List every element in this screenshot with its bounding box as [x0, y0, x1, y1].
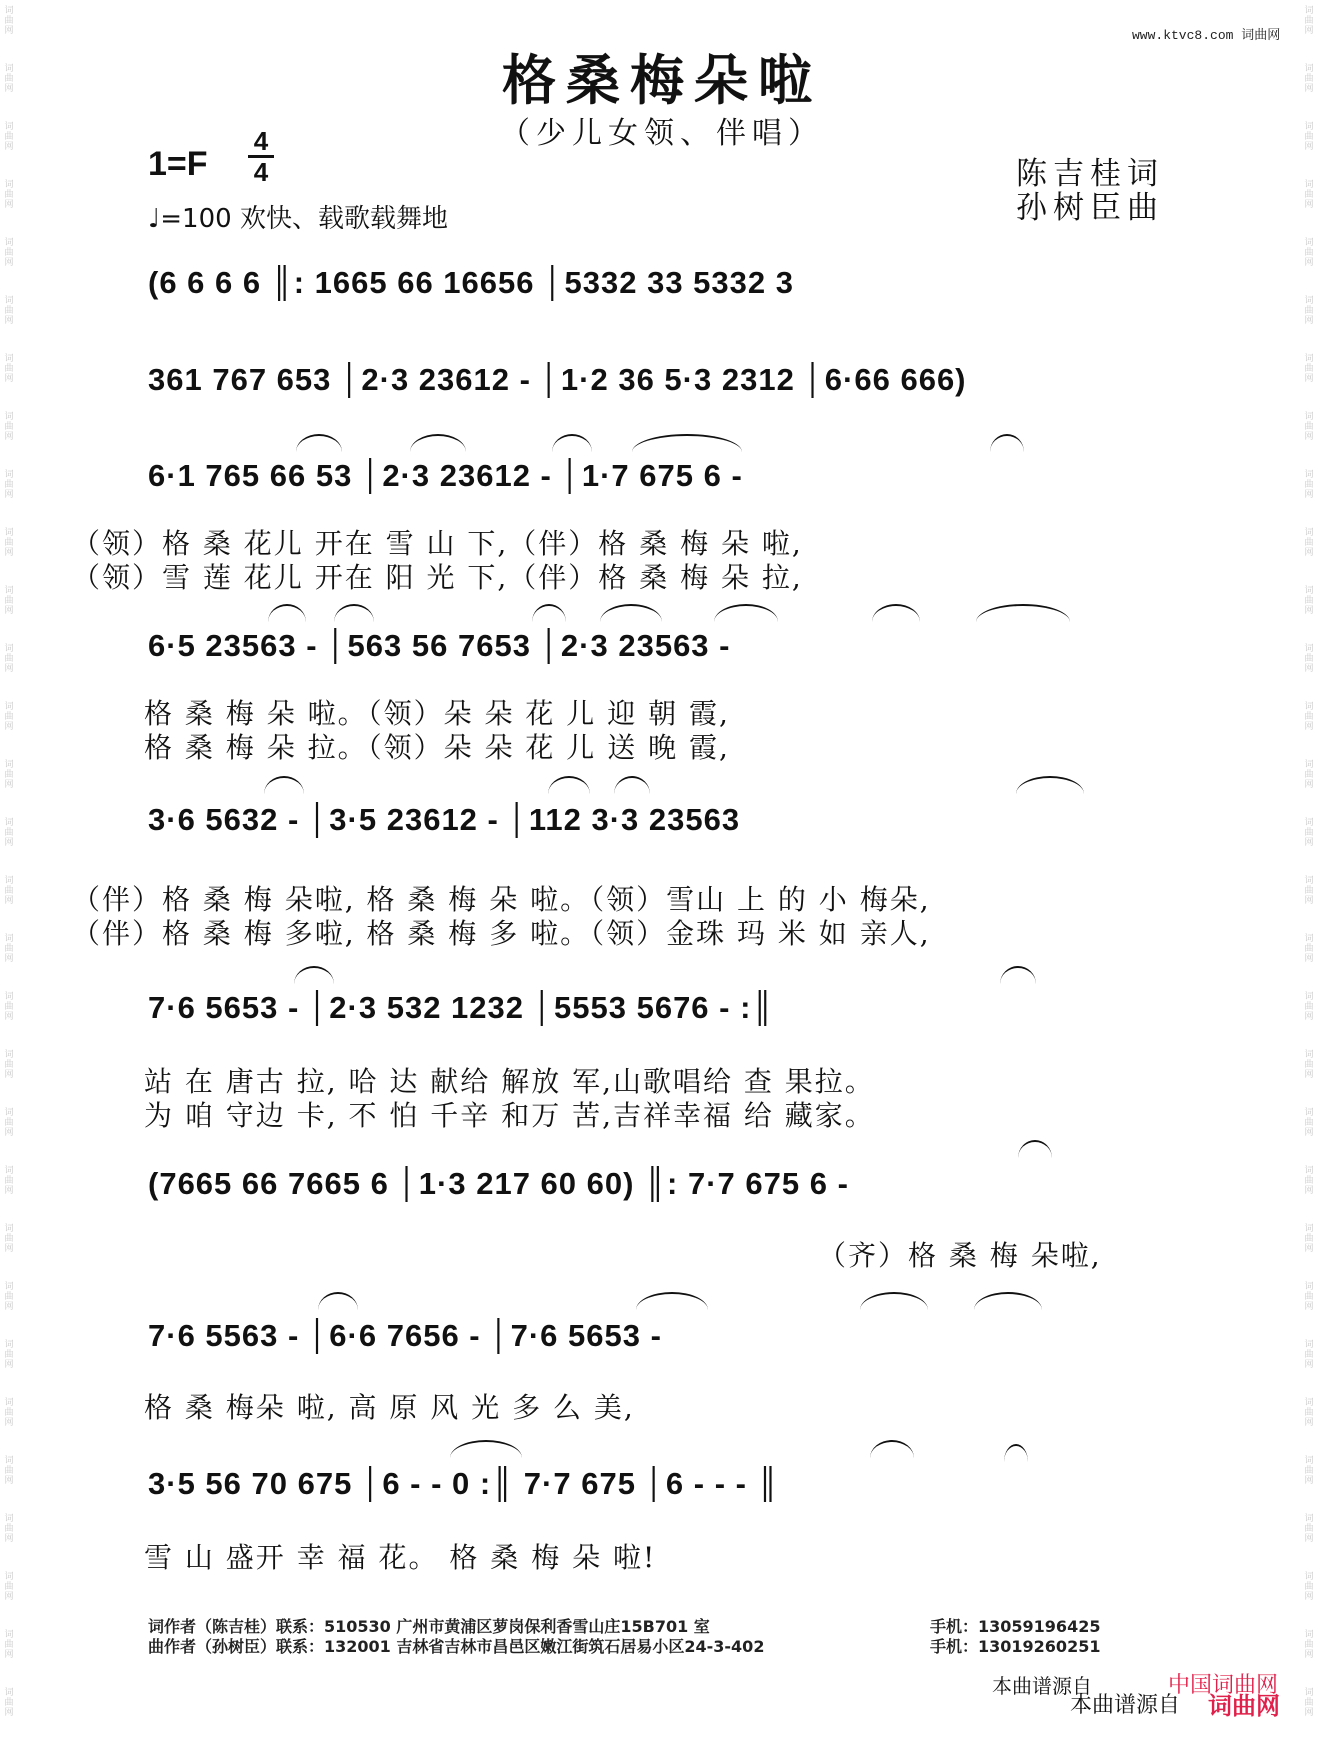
watermark-glyph: 词 曲 网 — [1304, 412, 1314, 442]
watermark-glyph: 词 曲 网 — [4, 470, 14, 500]
watermark-glyph: 词 曲 网 — [4, 1050, 14, 1080]
notation-line-4: 6·5 23563 - │563 56 7653 │2·3 23563 - — [148, 628, 731, 663]
notation-line-3: 6·1 765 66 53 │2·3 23612 - │1·7 675 6 - — [148, 458, 743, 493]
watermark-glyph: 词 曲 网 — [1304, 1630, 1314, 1660]
slur-mark — [976, 604, 1070, 622]
watermark-glyph: 词 曲 网 — [1304, 1688, 1314, 1718]
time-sig-top: 4 — [253, 126, 269, 156]
watermark-glyph: 词 曲 网 — [4, 992, 14, 1022]
watermark-glyph: 词 曲 网 — [1304, 1224, 1314, 1254]
notation-line-7: (7665 66 7665 6 │1·3 217 60 60) ║: 7·7 675 6 - — [148, 1166, 849, 1201]
lyric-line-5a: （伴）格 桑 梅 朵啦, 格 桑 梅 朵 啦。（领）雪山 上 的 小 梅朵, — [72, 883, 931, 916]
watermark-glyph: 词 曲 网 — [1304, 1514, 1314, 1544]
slur-mark — [268, 604, 306, 622]
notation-line-9: 3·5 56 70 675 │6 - - 0 :║ 7·7 675 │6 - - - ║ — [148, 1466, 780, 1501]
watermark-glyph: 词 曲 网 — [1304, 64, 1314, 94]
watermark-glyph: 词 曲 网 — [1304, 180, 1314, 210]
notation-line-5: 3·6 5632 - │3·5 23612 - │112 3·3 23563 — [148, 802, 741, 837]
watermark-glyph: 词 曲 网 — [4, 644, 14, 674]
composer-phone: 手机：13019260251 — [930, 1637, 1101, 1656]
slur-mark — [264, 776, 304, 794]
slur-mark — [600, 604, 662, 622]
composer-credit: 孙树臣曲 — [1016, 190, 1164, 226]
watermark-glyph: 词 曲 网 — [1304, 1282, 1314, 1312]
lyricist-phone: 手机：13059196425 — [930, 1617, 1101, 1636]
watermark-glyph: 词 曲 网 — [4, 238, 14, 268]
watermark-glyph: 词 曲 网 — [4, 1572, 14, 1602]
watermark-glyph: 词 曲 网 — [4, 180, 14, 210]
site-url[interactable]: www.ktvc8.com 词曲网 — [1132, 28, 1281, 43]
watermark-glyph: 词 曲 网 — [4, 876, 14, 906]
slur-mark — [870, 1440, 914, 1458]
time-sig-bottom: 4 — [253, 157, 269, 187]
slur-mark — [334, 604, 374, 622]
watermark-glyph: 词 曲 网 — [4, 528, 14, 558]
slur-mark — [1018, 1140, 1052, 1158]
watermark-glyph: 词 曲 网 — [1304, 1572, 1314, 1602]
slur-mark — [552, 434, 592, 452]
watermark-glyph: 词 曲 网 — [1304, 296, 1314, 326]
slur-mark — [872, 604, 920, 622]
watermark-glyph: 词 曲 网 — [1304, 586, 1314, 616]
fermata-mark — [1004, 1444, 1028, 1462]
watermark-glyph: 词 曲 网 — [4, 818, 14, 848]
notation-line-1: (6 6 6 6 ║: 1665 66 16656 │5332 33 5332 3 — [148, 265, 794, 300]
slur-mark — [632, 434, 742, 452]
slur-mark — [296, 434, 342, 452]
notation-line-8: 7·6 5563 - │6·6 7656 - │7·6 5653 - — [148, 1318, 662, 1353]
composer-contact: 曲作者（孙树臣）联系：132001 吉林省吉林市昌邑区嫩江街筑石居易小区24-3-402 — [148, 1637, 765, 1656]
slur-mark — [636, 1292, 708, 1310]
watermark-glyph: 词 曲 网 — [4, 64, 14, 94]
lyricist-credit: 陈吉桂词 — [1016, 156, 1164, 192]
slur-mark — [450, 1440, 522, 1458]
lyric-line-3b: （领）雪 莲 花儿 开在 阳 光 下,（伴）格 桑 梅 朵 拉, — [72, 561, 803, 594]
site-logo[interactable]: 词曲网 — [1208, 1692, 1280, 1720]
slur-mark — [714, 604, 778, 622]
lyric-line-7a: （齐）格 桑 梅 朵啦, — [818, 1239, 1102, 1272]
slur-mark — [294, 966, 334, 984]
watermark-glyph: 词 曲 网 — [1304, 470, 1314, 500]
lyric-line-4a: 格 桑 梅 朵 啦。（领）朵 朵 花 儿 迎 朝 霞, — [144, 697, 730, 730]
lyric-line-5b: （伴）格 桑 梅 多啦, 格 桑 梅 多 啦。（领）金珠 玛 米 如 亲人, — [72, 917, 931, 950]
slur-mark — [410, 434, 466, 452]
watermark-glyph: 词 曲 网 — [4, 1166, 14, 1196]
watermark-glyph: 词 曲 网 — [1304, 760, 1314, 790]
watermark-glyph: 词 曲 网 — [1304, 1456, 1314, 1486]
slur-mark — [974, 1292, 1042, 1310]
watermark-glyph: 词 曲 网 — [4, 1398, 14, 1428]
slur-mark — [990, 434, 1024, 452]
slur-mark — [532, 604, 566, 622]
watermark-glyph: 词 曲 网 — [4, 354, 14, 384]
time-signature — [246, 128, 276, 185]
notation-line-2: 361 767 653 │2·3 23612 - │1·2 36 5·3 2312 │6·66 666) — [148, 362, 967, 397]
lyric-line-6a: 站 在 唐古 拉, 哈 达 献给 解放 军,山歌唱给 查 果拉。 — [144, 1065, 875, 1098]
slur-mark — [1016, 776, 1084, 794]
watermark-glyph: 词 曲 网 — [1304, 528, 1314, 558]
watermark-glyph: 词 曲 网 — [1304, 702, 1314, 732]
key-signature: 1=F — [148, 145, 208, 183]
watermark-glyph: 词 曲 网 — [1304, 1166, 1314, 1196]
slur-mark — [318, 1292, 358, 1310]
watermark-glyph: 词 曲 网 — [4, 1630, 14, 1660]
slur-mark — [1000, 966, 1036, 984]
tempo-marking: ♩=100 欢快、载歌载舞地 — [148, 204, 448, 234]
watermark-glyph: 词 曲 网 — [1304, 6, 1314, 36]
slur-mark — [614, 776, 650, 794]
site-logo-ghost[interactable]: 中国词曲网 — [1168, 1673, 1279, 1698]
source-label: 本曲谱源自 — [1070, 1693, 1181, 1718]
watermark-glyph: 词 曲 网 — [4, 1282, 14, 1312]
watermark-glyph: 词 曲 网 — [4, 296, 14, 326]
right-watermark-strip — [1300, 0, 1322, 1742]
watermark-glyph: 词 曲 网 — [4, 1224, 14, 1254]
watermark-glyph: 词 曲 网 — [4, 1340, 14, 1370]
watermark-glyph: 词 曲 网 — [1304, 1398, 1314, 1428]
source-label-ghost: 本曲谱源自 — [992, 1674, 1092, 1698]
slur-mark — [860, 1292, 928, 1310]
watermark-glyph: 词 曲 网 — [1304, 1050, 1314, 1080]
lyric-line-8a: 格 桑 梅朵 啦, 高 原 风 光 多 么 美, — [144, 1391, 635, 1424]
watermark-glyph: 词 曲 网 — [1304, 644, 1314, 674]
left-watermark-strip — [0, 0, 22, 1742]
watermark-glyph: 词 曲 网 — [1304, 354, 1314, 384]
watermark-glyph: 词 曲 网 — [1304, 122, 1314, 152]
watermark-glyph: 词 曲 网 — [1304, 818, 1314, 848]
watermark-glyph: 词 曲 网 — [4, 1456, 14, 1486]
watermark-glyph: 词 曲 网 — [1304, 1108, 1314, 1138]
watermark-glyph: 词 曲 网 — [1304, 992, 1314, 1022]
song-title: 格桑梅朵啦 — [502, 49, 822, 112]
lyric-line-3a: （领）格 桑 花儿 开在 雪 山 下,（伴）格 桑 梅 朵 啦, — [72, 527, 803, 560]
slur-mark — [548, 776, 590, 794]
watermark-glyph: 词 曲 网 — [4, 1108, 14, 1138]
watermark-glyph: 词 曲 网 — [4, 760, 14, 790]
watermark-glyph: 词 曲 网 — [4, 6, 14, 36]
lyric-line-6b: 为 咱 守边 卡, 不 怕 千辛 和万 苦,吉祥幸福 给 藏家。 — [144, 1099, 875, 1132]
watermark-glyph: 词 曲 网 — [4, 122, 14, 152]
watermark-glyph: 词 曲 网 — [4, 586, 14, 616]
watermark-glyph: 词 曲 网 — [4, 934, 14, 964]
lyricist-contact: 词作者（陈吉桂）联系：510530 广州市黄浦区萝岗保利香雪山庄15B701 室 — [148, 1617, 710, 1636]
lyric-line-4b: 格 桑 梅 朵 拉。（领）朵 朵 花 儿 送 晚 霞, — [144, 731, 730, 764]
watermark-glyph: 词 曲 网 — [4, 702, 14, 732]
watermark-glyph: 词 曲 网 — [1304, 238, 1314, 268]
watermark-glyph: 词 曲 网 — [1304, 1340, 1314, 1370]
watermark-glyph: 词 曲 网 — [4, 1514, 14, 1544]
watermark-glyph: 词 曲 网 — [4, 412, 14, 442]
notation-line-6: 7·6 5653 - │2·3 532 1232 │5553 5676 - :║ — [148, 990, 775, 1025]
song-subtitle: （少儿女领、伴唱） — [500, 116, 824, 151]
watermark-glyph: 词 曲 网 — [4, 1688, 14, 1718]
lyric-line-9a: 雪 山 盛开 幸 福 花。 格 桑 梅 朵 啦! — [144, 1541, 657, 1574]
watermark-glyph: 词 曲 网 — [1304, 934, 1314, 964]
watermark-glyph: 词 曲 网 — [1304, 876, 1314, 906]
